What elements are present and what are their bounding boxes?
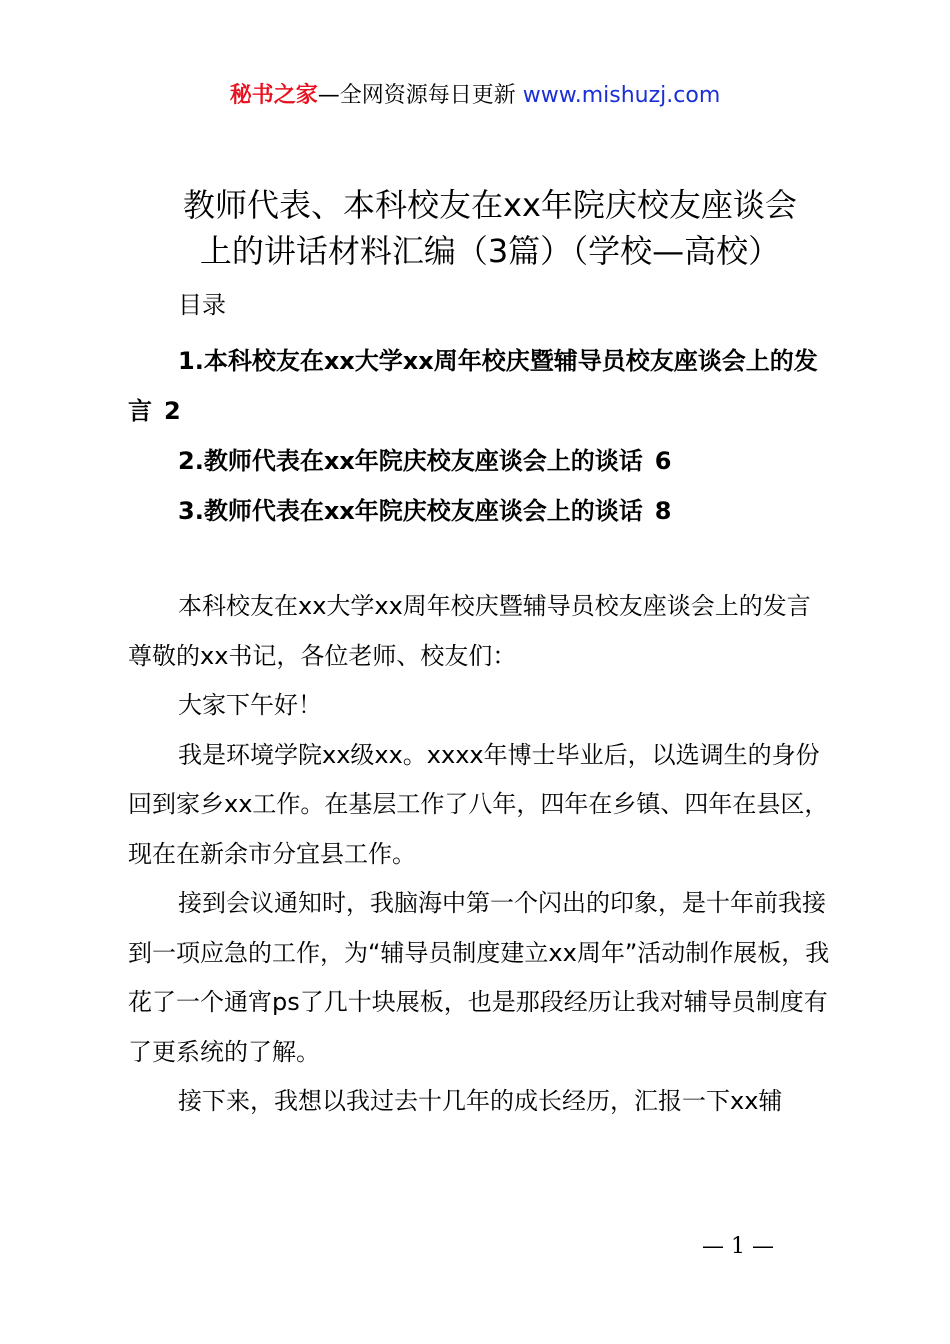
title-line-1: 教师代表、本科校友在xx年院庆校友座谈会 <box>183 186 797 224</box>
toc-entry-2[interactable] <box>128 436 838 486</box>
toc-entry-1[interactable] <box>128 336 838 436</box>
toc-entry-page: 8 <box>654 497 672 525</box>
header-tagline: —全网资源每日更新 <box>317 83 516 108</box>
site-url[interactable]: www.mishuzj.com <box>522 83 721 108</box>
brand-name: 秘书之家 <box>229 83 318 108</box>
document-title <box>130 182 850 274</box>
toc-heading: 目录 <box>178 291 226 319</box>
salutation: 尊敬的xx书记，各位老师、校友们： <box>128 641 517 670</box>
title-line-2: 上的讲话材料汇编（3篇）（学校—高校） <box>199 232 781 270</box>
document-body <box>128 582 838 1127</box>
site-header <box>0 80 950 112</box>
toc-entry-page: 2 <box>164 397 181 425</box>
page-number: — 1 — <box>702 1234 774 1259</box>
paragraph: 接到会议通知时，我脑海中第一个闪出的印象，是十年前我接到一项应急的工作，为“辅导员制度建立xx周年”活动制作展板，我花了一个通宵ps了几十块展板，也是那段经历让我对辅导员制度有了更系统的了解。 <box>128 889 830 1066</box>
toc-entry-text: 1.本科校友在xx大学xx周年校庆暨辅导员校友座谈会上的发言 <box>128 347 818 425</box>
section-title: 本科校友在xx大学xx周年校庆暨辅导员校友座谈会上的发言 <box>178 592 811 620</box>
paragraph: 大家下午好！ <box>178 691 322 719</box>
table-of-contents <box>128 336 838 536</box>
toc-entry-text: 3.教师代表在xx年院庆校友座谈会上的谈话 <box>178 497 643 525</box>
toc-entry-text: 2.教师代表在xx年院庆校友座谈会上的谈话 <box>178 447 643 475</box>
toc-entry-page: 6 <box>654 447 672 475</box>
toc-entry-3[interactable] <box>128 486 838 536</box>
paragraph: 我是环境学院xx级xx。xxxx年博士毕业后，以选调生的身份回到家乡xx工作。在基层工作了八年，四年在乡镇、四年在县区，现在在新余市分宜县工作。 <box>128 740 829 868</box>
paragraph: 接下来，我想以我过去十几年的成长经历，汇报一下xx辅 <box>178 1087 783 1115</box>
